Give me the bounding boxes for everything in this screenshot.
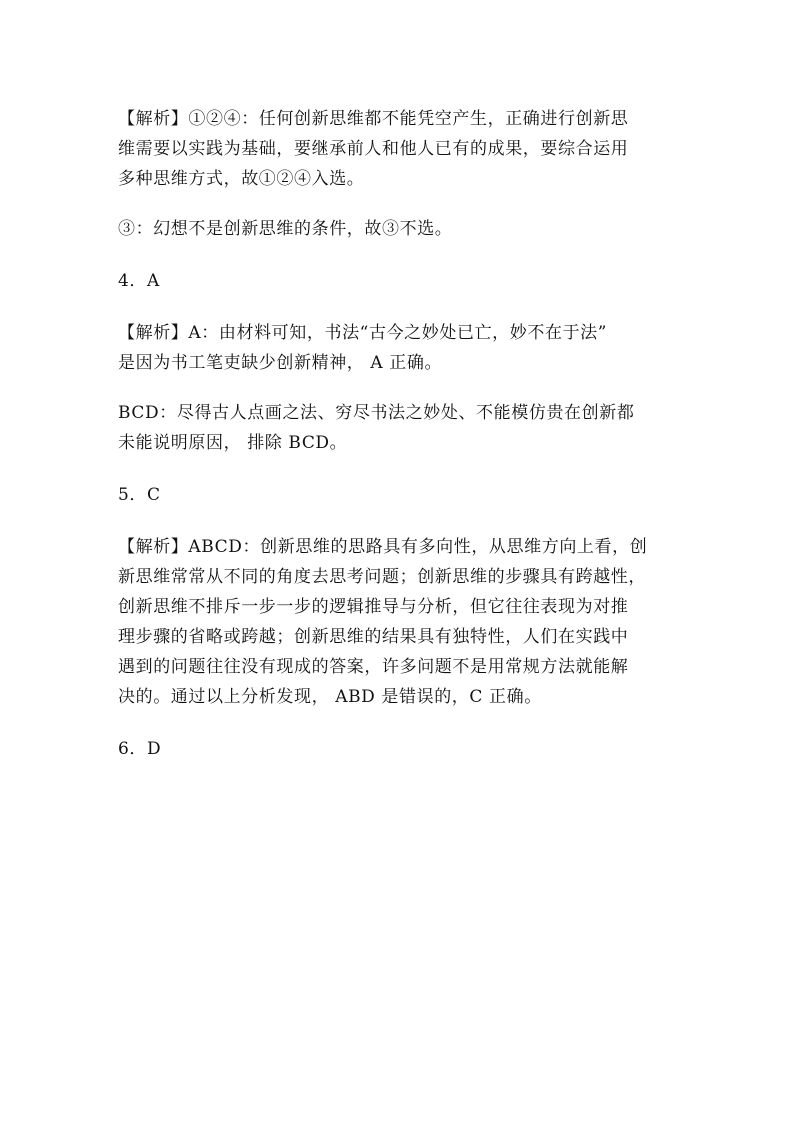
text-line: 【解析】ABCD：创新思维的思路具有多向性，从思维方向上看，创 [118, 537, 648, 557]
text-line: 是因为书工笔吏缺少创新精神， A 正确。 [118, 353, 443, 373]
answer-label: 4．A [118, 271, 160, 291]
text-line: 新思维常常从不同的角度去思考问题；创新思维的步骤具有跨越性， [118, 567, 646, 587]
answer-5 [118, 480, 678, 510]
text-line: 【解析】①②④：任何创新思维都不能凭空产生，正确进行创新思 [118, 109, 629, 129]
analysis-paragraph-5 [118, 532, 678, 712]
analysis-paragraph-4 [118, 318, 678, 378]
text-line: 决的。通过以上分析发现， ABD 是错误的，C 正确。 [118, 687, 542, 707]
text-line: 维需要以实践为基础，要继承前人和他人已有的成果，要综合运用 [118, 139, 629, 159]
answer-4 [118, 266, 678, 296]
text-line: BCD：尽得古人点画之法、穷尽书法之妙处、不能模仿贵在创新都 [118, 403, 635, 423]
analysis-paragraph-1 [118, 104, 678, 194]
document-page [118, 104, 678, 764]
text-line: 理步骤的省略或跨越；创新思维的结果具有独特性，人们在实践中 [118, 627, 629, 647]
text-line: 【解析】A：由材料可知，书法“古今之妙处已亡，妙不在于法” [118, 323, 608, 343]
text-line: 多种思维方式，故①②④入选。 [118, 169, 365, 189]
analysis-paragraph-bcd [118, 398, 678, 458]
answer-label: 6．D [118, 739, 162, 759]
answer-label: 5．C [118, 485, 161, 505]
answer-6 [118, 734, 678, 764]
text-line: 创新思维不排斥一步一步的逻辑推导与分析，但它往往表现为对推 [118, 597, 629, 617]
text-line: 遇到的问题往往没有现成的答案，许多问题不是用常规方法就能解 [118, 657, 629, 677]
text-line: 未能说明原因， 排除 BCD。 [118, 433, 348, 453]
text-line: ③：幻想不是创新思维的条件，故③不选。 [118, 219, 453, 239]
analysis-paragraph-2 [118, 214, 678, 244]
